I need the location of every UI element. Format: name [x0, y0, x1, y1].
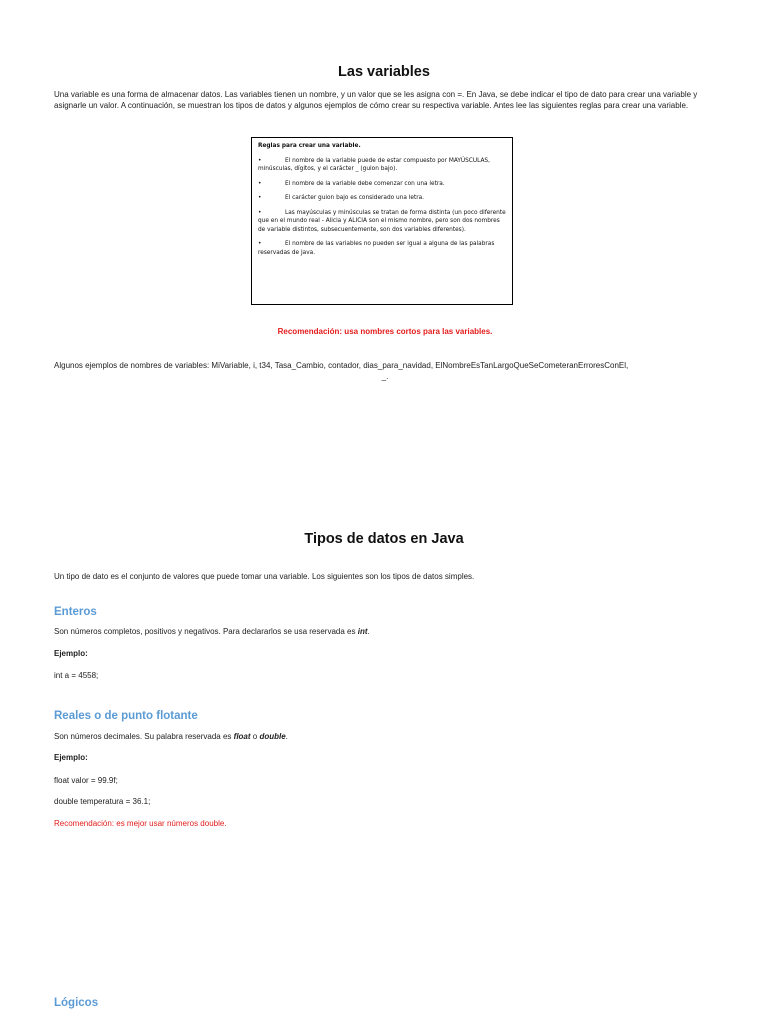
- rule-text: Las mayúsculas y minúsculas se tratan de forma distinta (un poco diferente que en el mundo real - Alicia y ALICIA son el mismo nombre, pero son dos nombres de variable distintos, subsecuentemente, son dos variables diferentes).: [258, 209, 506, 233]
- bullet-icon: •: [258, 209, 262, 216]
- title-las-variables: Las variables: [338, 64, 430, 80]
- reales-code-double: double temperatura = 36.1;: [54, 797, 151, 806]
- heading-logicos: Lógicos: [54, 997, 99, 1009]
- tipos-intro-paragraph: Un tipo de dato es el conjunto de valores que puede tomar una variable. Los siguientes son los tipos de datos simples.: [54, 572, 475, 581]
- keyword-float: float: [233, 732, 251, 741]
- enteros-desc-suffix: .: [367, 627, 370, 636]
- reales-code-float: float valor = 99.9f;: [54, 776, 118, 785]
- rule-text: El carácter guion bajo es considerado una letra.: [285, 195, 424, 201]
- recommendation-double: Recomendación: es mejor usar números double.: [54, 819, 227, 828]
- reales-description: [54, 732, 716, 743]
- keyword-int: int: [357, 627, 368, 636]
- variable-examples-line: Algunos ejemplos de nombres de variables: MiVariable, i, t34, Tasa_Cambio, contador, dias_para_navidad, ElNombreEsTanLargoQueSeCometeranErroresConEl,: [54, 361, 629, 370]
- bullet-icon: •: [258, 157, 262, 164]
- enteros-code-example: int a = 4558;: [54, 671, 99, 680]
- recommendation-short-names: Recomendación: usa nombres cortos para las variables.: [277, 327, 493, 336]
- rule-text: El nombre de la variable debe comenzar con una letra.: [285, 180, 445, 187]
- rule-text: El nombre de las variables no pueden ser igual a alguna de las palabras reservadas de Java.: [258, 241, 495, 256]
- rule-text: El nombre de la variable puede de estar compuesto por MAYÚSCULAS, minúsculas, dígitos, y el carácter _ (guion bajo).: [258, 157, 490, 172]
- rule-item: [258, 240, 506, 257]
- rule-item: [258, 157, 506, 174]
- heading-reales: Reales o de punto flotante: [54, 710, 198, 722]
- rule-item: [258, 209, 506, 235]
- rule-item: [258, 194, 506, 203]
- rule-item: [258, 180, 506, 189]
- reales-desc-suffix: .: [285, 732, 288, 741]
- enteros-example-label: Ejemplo:: [54, 649, 88, 658]
- bullet-icon: •: [258, 195, 262, 201]
- reales-connector: o: [250, 732, 260, 741]
- rules-box-title: Reglas para crear una variable.: [258, 143, 361, 149]
- variable-examples-continuation: _.: [381, 372, 389, 381]
- variables-intro-paragraph: Una variable es una forma de almacenar datos. Las variables tienen un nombre, y un valor que se les asigna con =. En Java, se debe indicar el tipo de dato para crear una variable y asignarle un valor. A continuación, se muestran los tipos de datos y algunos ejemplos de cómo crear su respectiva variable. Antes lee las siguientes reglas para crear una variable.: [54, 90, 698, 110]
- heading-enteros: Enteros: [54, 606, 97, 618]
- enteros-desc-text: Son números completos, positivos y negativos. Para declararlos se usa reservada es: [54, 627, 358, 636]
- rules-box: [251, 137, 513, 305]
- enteros-description: [54, 627, 716, 638]
- bullet-icon: •: [258, 180, 262, 187]
- bullet-icon: •: [258, 241, 262, 247]
- reales-example-label: Ejemplo:: [54, 753, 88, 762]
- reales-desc-text: Son números decimales. Su palabra reservada es: [54, 732, 234, 741]
- keyword-double: double: [259, 732, 286, 741]
- title-tipos-de-datos: Tipos de datos en Java: [304, 531, 464, 547]
